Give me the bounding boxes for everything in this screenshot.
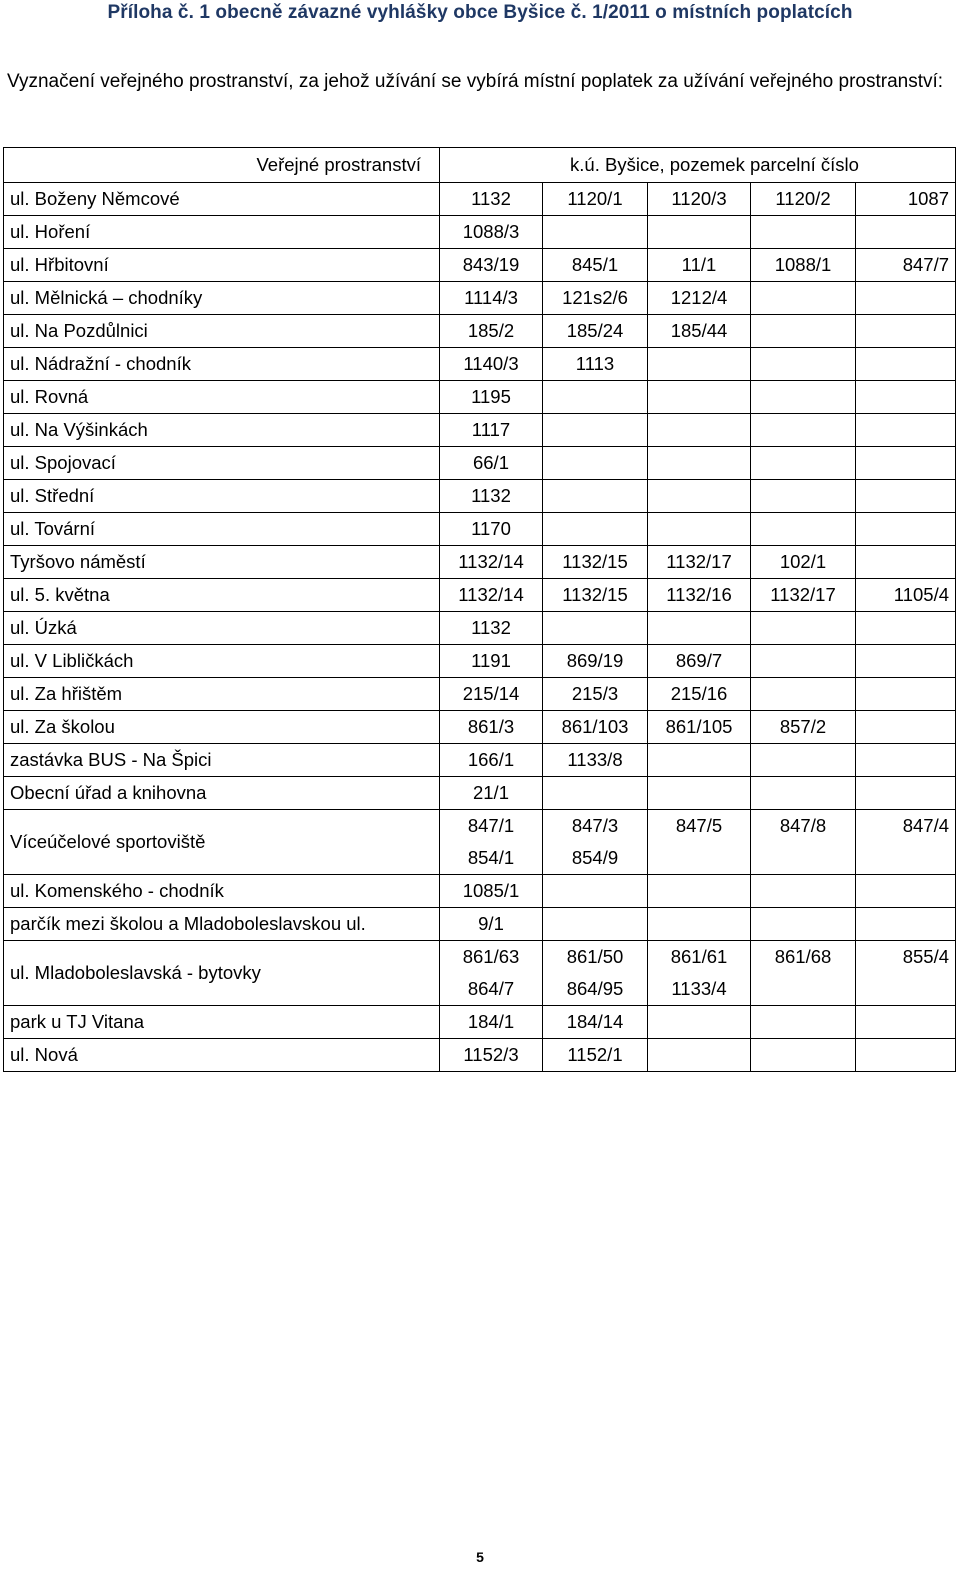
- parcel-number-cell: 857/2: [751, 711, 856, 744]
- public-space-name: ul. Střední: [4, 480, 440, 513]
- parcel-number-cell: [543, 908, 648, 941]
- parcel-number-cell: 1120/2: [751, 183, 856, 216]
- public-space-name: ul. Nová: [4, 1039, 440, 1072]
- table-row: [4, 875, 956, 908]
- parcel-number-cell: [856, 875, 956, 908]
- parcel-number-cell: [648, 1039, 751, 1072]
- table-row: [4, 711, 956, 744]
- parcel-number-cell: 11/1: [648, 249, 751, 282]
- header-parcel-number: k.ú. Byšice, pozemek parcelní číslo: [440, 148, 956, 183]
- parcel-number-cell: [751, 381, 856, 414]
- public-space-name: ul. Hoření: [4, 216, 440, 249]
- parcel-number-cell: 1120/3: [648, 183, 751, 216]
- public-space-name: ul. 5. května: [4, 579, 440, 612]
- parcel-number-cell: 1132: [440, 183, 543, 216]
- parcel-number-cell: [856, 414, 956, 447]
- public-space-name: ul. Mladoboleslavská - bytovky: [4, 941, 440, 1006]
- parcel-number-cell: [856, 480, 956, 513]
- parcel-number-cell: [751, 612, 856, 645]
- table-row: [4, 546, 956, 579]
- parcel-number-cell: [856, 348, 956, 381]
- parcel-number-cell: [543, 216, 648, 249]
- parcel-number-cell: 843/19: [440, 249, 543, 282]
- table-row: [4, 282, 956, 315]
- parcel-number-cell: 184/1: [440, 1006, 543, 1039]
- parcel-number: 847/4: [902, 815, 949, 836]
- parcel-number-cell: 121s2/6: [543, 282, 648, 315]
- parcel-number-cell: [856, 908, 956, 941]
- table-row: [4, 810, 956, 875]
- table-row: [4, 315, 956, 348]
- public-space-name: ul. Za školou: [4, 711, 440, 744]
- document-title: Příloha č. 1 obecně závazné vyhlášky obce Byšice č. 1/2011 o místních poplatcích: [107, 2, 853, 23]
- parcel-number-cell: [856, 777, 956, 810]
- parcel-number-cell: 1132: [440, 612, 543, 645]
- parcel-number-cell: [751, 216, 856, 249]
- parcel-number-cell: [751, 875, 856, 908]
- parcel-number-cell: [856, 711, 956, 744]
- parcel-number-cell: [543, 941, 648, 1006]
- parcel-table: [3, 147, 956, 1072]
- public-space-name: ul. Nádražní - chodník: [4, 348, 440, 381]
- parcel-number-cell: 1152/1: [543, 1039, 648, 1072]
- page-number: 5: [476, 1549, 484, 1565]
- parcel-number: 861/63: [462, 946, 520, 967]
- table-row: [4, 678, 956, 711]
- parcel-number-cell: 1132/14: [440, 579, 543, 612]
- table-row: [4, 777, 956, 810]
- table-row: [4, 1039, 956, 1072]
- parcel-number-cell: 1191: [440, 645, 543, 678]
- table-row: [4, 513, 956, 546]
- parcel-number-cell: 1117: [440, 414, 543, 447]
- parcel-number-cell: 1113: [543, 348, 648, 381]
- parcel-number-cell: 1085/1: [440, 875, 543, 908]
- parcel-number-cell: [856, 1006, 956, 1039]
- parcel-number-cell: [543, 777, 648, 810]
- parcel-number-cell: [751, 414, 856, 447]
- parcel-number: 861/68: [774, 946, 832, 967]
- parcel-number-cell: [751, 777, 856, 810]
- parcel-number-cell: 21/1: [440, 777, 543, 810]
- parcel-number: 847/3: [571, 815, 619, 836]
- parcel-number-cell: [543, 875, 648, 908]
- parcel-number-cell: [856, 645, 956, 678]
- parcel-number-cell: [751, 678, 856, 711]
- parcel-number-cell: [648, 612, 751, 645]
- parcel-number-cell: 185/24: [543, 315, 648, 348]
- parcel-number-cell: 1132/17: [648, 546, 751, 579]
- header-public-space: Veřejné prostranství: [4, 148, 440, 183]
- parcel-number-cell: [751, 447, 856, 480]
- parcel-number-cell: 869/7: [648, 645, 751, 678]
- parcel-number-cell: 215/14: [440, 678, 543, 711]
- parcel-number-cell: 185/2: [440, 315, 543, 348]
- parcel-number-cell: 184/14: [543, 1006, 648, 1039]
- parcel-number: 864/7: [467, 978, 515, 999]
- parcel-number-cell: [751, 348, 856, 381]
- public-space-name: park u TJ Vitana: [4, 1006, 440, 1039]
- public-space-name: ul. Komenského - chodník: [4, 875, 440, 908]
- public-space-name: ul. Boženy Němcové: [4, 183, 440, 216]
- parcel-number-cell: 1120/1: [543, 183, 648, 216]
- parcel-number: 864/95: [566, 978, 624, 999]
- parcel-number-cell: 1132: [440, 480, 543, 513]
- table-row: [4, 1006, 956, 1039]
- parcel-number-cell: [856, 678, 956, 711]
- parcel-number-cell: 1132/14: [440, 546, 543, 579]
- table-row: [4, 579, 956, 612]
- parcel-number-cell: [543, 513, 648, 546]
- parcel-number-cell: [751, 908, 856, 941]
- parcel-number-cell: 1133/8: [543, 744, 648, 777]
- public-space-name: ul. Na Výšinkách: [4, 414, 440, 447]
- parcel-number-cell: [648, 447, 751, 480]
- parcel-number-cell: 102/1: [751, 546, 856, 579]
- parcel-number: 1133/4: [671, 978, 727, 999]
- parcel-number-cell: 185/44: [648, 315, 751, 348]
- table-row: [4, 941, 956, 1006]
- parcel-number-cell: [856, 513, 956, 546]
- parcel-number: 847/5: [675, 815, 723, 836]
- parcel-number-cell: [648, 216, 751, 249]
- parcel-number-cell: 66/1: [440, 447, 543, 480]
- parcel-number-cell: 1170: [440, 513, 543, 546]
- parcel-number-cell: [751, 1006, 856, 1039]
- public-space-name: zastávka BUS - Na Špici: [4, 744, 440, 777]
- parcel-number-cell: [856, 282, 956, 315]
- parcel-number-cell: [648, 941, 751, 1006]
- public-space-name: ul. Za hřištěm: [4, 678, 440, 711]
- parcel-number-cell: [648, 513, 751, 546]
- parcel-number: [856, 842, 949, 874]
- parcel-number-cell: [543, 447, 648, 480]
- parcel-number-cell: 861/105: [648, 711, 751, 744]
- parcel-number-cell: [648, 381, 751, 414]
- parcel-number-cell: 845/1: [543, 249, 648, 282]
- table-row: [4, 447, 956, 480]
- public-space-name: ul. Úzká: [4, 612, 440, 645]
- parcel-number-cell: [648, 810, 751, 875]
- parcel-number-cell: 9/1: [440, 908, 543, 941]
- parcel-number-cell: [856, 612, 956, 645]
- parcel-number: [648, 842, 750, 874]
- public-space-name: ul. Tovární: [4, 513, 440, 546]
- table-row: [4, 348, 956, 381]
- parcel-number: 854/1: [467, 847, 515, 868]
- parcel-number: 847/1: [467, 815, 515, 836]
- table-header-row: [4, 148, 956, 183]
- parcel-number-cell: 1114/3: [440, 282, 543, 315]
- parcel-number-cell: [648, 744, 751, 777]
- parcel-number-cell: 1088/3: [440, 216, 543, 249]
- parcel-number-cell: [751, 1039, 856, 1072]
- parcel-number-cell: [543, 810, 648, 875]
- parcel-number-cell: 1132/15: [543, 579, 648, 612]
- parcel-number-cell: 1195: [440, 381, 543, 414]
- parcel-number-cell: [751, 941, 856, 1006]
- table-row: [4, 744, 956, 777]
- parcel-number-cell: 847/7: [856, 249, 956, 282]
- table-row: [4, 381, 956, 414]
- parcel-number-cell: [440, 941, 543, 1006]
- parcel-number-cell: 861/103: [543, 711, 648, 744]
- table-row: [4, 183, 956, 216]
- parcel-number-cell: [856, 546, 956, 579]
- parcel-number-cell: 1132/16: [648, 579, 751, 612]
- parcel-number-cell: [648, 348, 751, 381]
- parcel-number-cell: 869/19: [543, 645, 648, 678]
- parcel-number: [751, 842, 855, 874]
- table-row: [4, 908, 956, 941]
- parcel-number-cell: [856, 810, 956, 875]
- parcel-number-cell: [751, 645, 856, 678]
- parcel-number-cell: 166/1: [440, 744, 543, 777]
- parcel-number-cell: 1105/4: [856, 579, 956, 612]
- parcel-number-cell: [751, 315, 856, 348]
- parcel-number-cell: [648, 1006, 751, 1039]
- parcel-number-cell: 1140/3: [440, 348, 543, 381]
- parcel-number-cell: [856, 941, 956, 1006]
- table-row: [4, 480, 956, 513]
- parcel-number-cell: 1087: [856, 183, 956, 216]
- public-space-name: parčík mezi školou a Mladoboleslavskou ul.: [4, 908, 440, 941]
- parcel-number-cell: [751, 744, 856, 777]
- parcel-number: [751, 973, 855, 1005]
- parcel-number-cell: [751, 513, 856, 546]
- parcel-number-cell: [543, 381, 648, 414]
- parcel-number-cell: 861/3: [440, 711, 543, 744]
- parcel-number-cell: 1088/1: [751, 249, 856, 282]
- public-space-name: ul. Hřbitovní: [4, 249, 440, 282]
- parcel-number-cell: [751, 810, 856, 875]
- table-row: [4, 216, 956, 249]
- parcel-number-cell: [856, 381, 956, 414]
- parcel-number-cell: [856, 1039, 956, 1072]
- parcel-number-cell: 1132/15: [543, 546, 648, 579]
- parcel-number: 861/61: [670, 946, 728, 967]
- parcel-number-cell: [856, 315, 956, 348]
- parcel-number-cell: [543, 414, 648, 447]
- parcel-number-cell: 1212/4: [648, 282, 751, 315]
- public-space-name: ul. V Libličkách: [4, 645, 440, 678]
- parcel-number-cell: [751, 480, 856, 513]
- parcel-number: 847/8: [779, 815, 827, 836]
- parcel-number-cell: [856, 744, 956, 777]
- parcel-number: 861/50: [566, 946, 624, 967]
- parcel-number-cell: [440, 810, 543, 875]
- table-row: [4, 645, 956, 678]
- table-row: [4, 612, 956, 645]
- parcel-number-cell: [648, 908, 751, 941]
- parcel-number-cell: [543, 612, 648, 645]
- parcel-number-cell: [856, 216, 956, 249]
- parcel-number-cell: [648, 777, 751, 810]
- parcel-number: 855/4: [902, 946, 949, 967]
- parcel-number-cell: 1152/3: [440, 1039, 543, 1072]
- parcel-number-cell: [648, 875, 751, 908]
- parcel-number-cell: 215/16: [648, 678, 751, 711]
- parcel-number-cell: 1132/17: [751, 579, 856, 612]
- parcel-number: 854/9: [571, 847, 619, 868]
- parcel-number-cell: [856, 447, 956, 480]
- intro-text: Vyznačení veřejného prostranství, za jehož užívání se vybírá místní poplatek za užívání veřejného prostranství:: [7, 71, 944, 92]
- parcel-number-cell: [543, 480, 648, 513]
- public-space-name: ul. Na Pozdůlnici: [4, 315, 440, 348]
- public-space-name: Tyršovo náměstí: [4, 546, 440, 579]
- parcel-number-cell: [751, 282, 856, 315]
- public-space-name: ul. Spojovací: [4, 447, 440, 480]
- parcel-number-cell: 215/3: [543, 678, 648, 711]
- table-row: [4, 414, 956, 447]
- parcel-number-cell: [648, 414, 751, 447]
- table-row: [4, 249, 956, 282]
- parcel-number-cell: [648, 480, 751, 513]
- public-space-name: Obecní úřad a knihovna: [4, 777, 440, 810]
- parcel-number: [856, 973, 949, 1005]
- public-space-name: Víceúčelové sportoviště: [4, 810, 440, 875]
- public-space-name: ul. Mělnická – chodníky: [4, 282, 440, 315]
- public-space-name: ul. Rovná: [4, 381, 440, 414]
